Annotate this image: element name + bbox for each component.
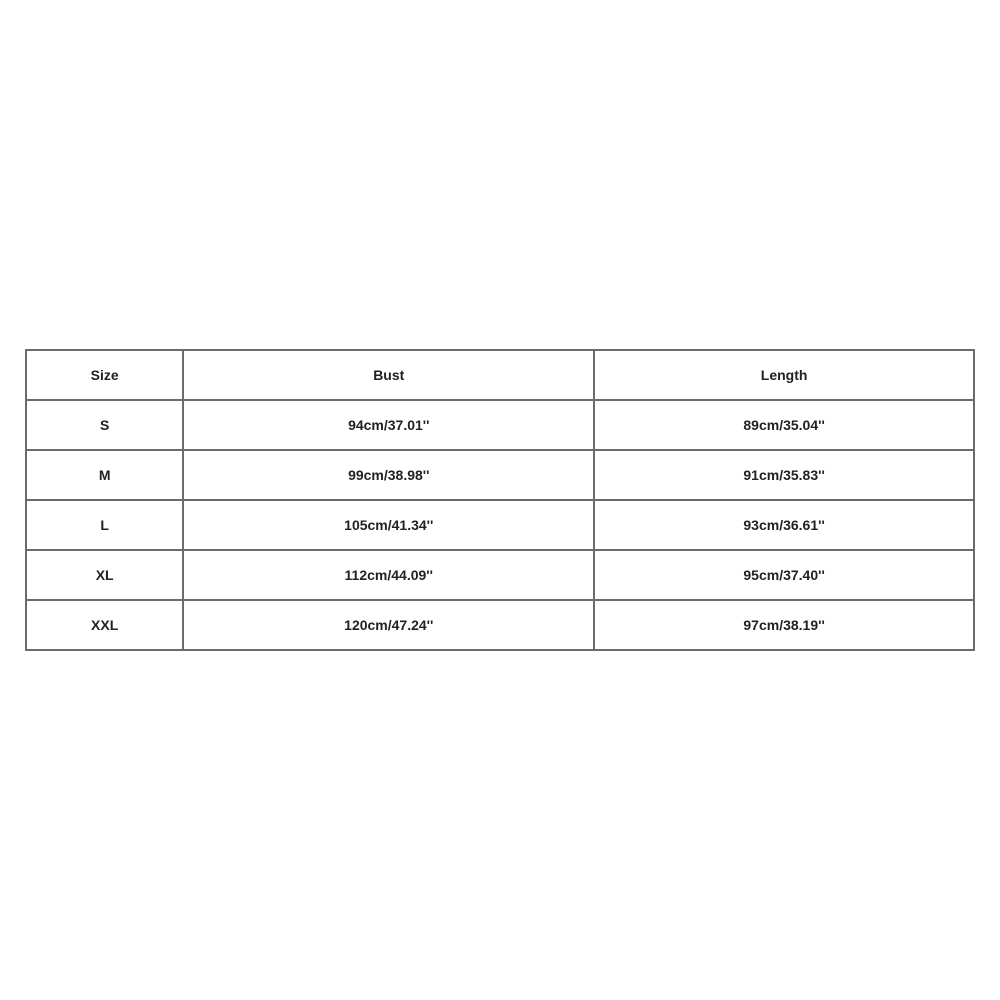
bust-cell: 99cm/38.98'' (183, 450, 594, 500)
length-cell: 97cm/38.19'' (594, 600, 974, 650)
table-row (26, 550, 974, 600)
length-cell: 93cm/36.61'' (594, 500, 974, 550)
size-cell: XL (26, 550, 183, 600)
size-cell: XXL (26, 600, 183, 650)
table-row (26, 500, 974, 550)
size-cell: S (26, 400, 183, 450)
header-size: Size (26, 350, 183, 400)
bust-cell: 105cm/41.34'' (183, 500, 594, 550)
size-chart-table (25, 349, 975, 651)
bust-cell: 112cm/44.09'' (183, 550, 594, 600)
header-length: Length (594, 350, 974, 400)
table-header-row (26, 350, 974, 400)
bust-cell: 94cm/37.01'' (183, 400, 594, 450)
table-row (26, 450, 974, 500)
size-cell: M (26, 450, 183, 500)
length-cell: 91cm/35.83'' (594, 450, 974, 500)
length-cell: 89cm/35.04'' (594, 400, 974, 450)
bust-cell: 120cm/47.24'' (183, 600, 594, 650)
length-cell: 95cm/37.40'' (594, 550, 974, 600)
size-cell: L (26, 500, 183, 550)
table-row (26, 400, 974, 450)
table-row (26, 600, 974, 650)
header-bust: Bust (183, 350, 594, 400)
